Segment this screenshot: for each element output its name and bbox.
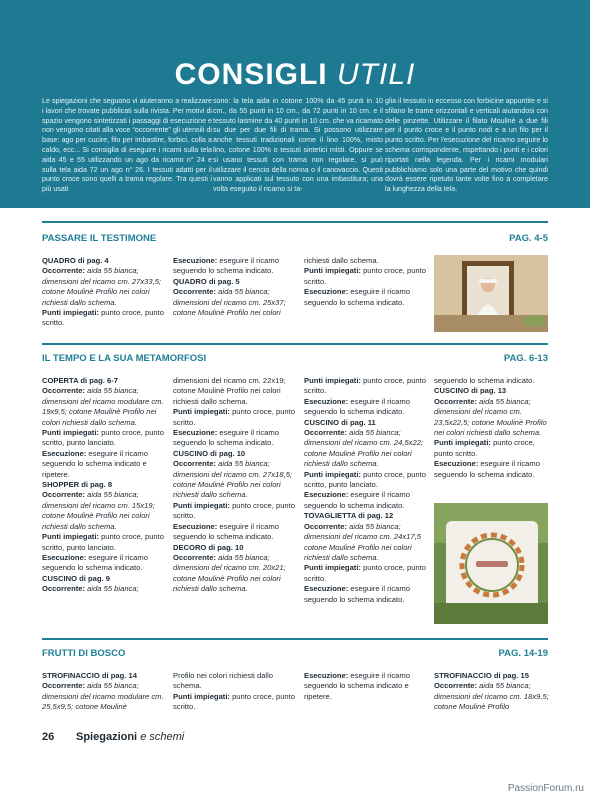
detail-value: punto croce, punto scritto, punto lanciato. <box>304 469 426 490</box>
continued-text: richiesti dallo schema. <box>304 256 379 265</box>
detail-value: eseguire il ricamo seguendo lo schema indicato. <box>304 584 410 604</box>
item-detail <box>173 553 295 595</box>
item-detail <box>304 376 426 397</box>
detail-label: Occorrente: <box>42 490 86 500</box>
continued-text: Profilo nei colori richiesti dallo schema. <box>173 671 274 691</box>
item-detail <box>304 470 426 491</box>
detail-value: punto croce, punto scritto. <box>173 691 295 712</box>
item-heading: CUSCINO di pag. 9 <box>42 573 110 583</box>
detail-value: punto croce, punto scritto. <box>304 266 426 286</box>
item-detail <box>304 490 426 511</box>
detail-value: eseguire il ricamo seguendo lo schema indicato. <box>304 287 410 307</box>
item-heading: CUSCINO di pag. 13 <box>434 386 507 396</box>
detail-value: punto croce, punto scritto. <box>434 438 535 458</box>
item-heading: STROFINACCIO di pag. 14 <box>42 671 137 680</box>
detail-value: aida 55 bianca; dimensioni del ricamo cm. 25x37; cotone Moulinè Profilo nei colori <box>173 287 286 318</box>
s2-col2 <box>173 671 295 713</box>
detail-label: Punti impiegati: <box>304 266 361 276</box>
item-detail <box>304 397 426 418</box>
page-number: 26 <box>42 731 55 743</box>
detail-value: punto croce, punto scritto. <box>42 308 164 328</box>
detail-label: Punti impiegati: <box>42 428 99 438</box>
item-detail <box>304 428 426 470</box>
item-detail <box>434 438 550 459</box>
detail-label: Punti impiegati: <box>42 308 99 318</box>
detail-value: aida 55 bianca; dimensioni del ricamo modulare cm. 25,5x9,5; cotone Moulinè <box>42 681 164 712</box>
item-detail <box>42 532 164 553</box>
detail-value: aida 55 bianca; dimensioni del ricamo cm. 18x9,5; cotone Moulinè Profilo <box>434 681 549 712</box>
s0-col3 <box>304 256 426 308</box>
s0-col1 <box>42 256 164 329</box>
detail-label: Occorrente: <box>304 428 348 438</box>
item-heading: QUADRO di pag. 4 <box>42 256 109 265</box>
detail-value: punto croce, punto scritto, punto lanciato. <box>42 428 164 448</box>
detail-label: Punti impiegati: <box>173 691 230 701</box>
item-detail <box>173 459 295 501</box>
detail-value: aida 55 bianca; dimensioni del ricamo cm. 24x17,5 cotone Moulinè Profilo nei colori richiesti dallo schema. <box>304 521 421 562</box>
item-detail <box>173 287 295 318</box>
detail-label: Punti impiegati: <box>434 438 491 448</box>
s2-col3 <box>304 671 426 702</box>
s0-col2 <box>173 256 295 318</box>
section-pages: PAG. 6-13 <box>503 353 548 364</box>
detail-value: punto croce, punto scritto, punto lanciato. <box>42 532 164 552</box>
item-detail <box>42 490 164 532</box>
detail-label: Punti impiegati: <box>173 407 230 417</box>
detail-label: Occorrente: <box>434 681 478 691</box>
detail-value: aida 55 bianca; dimensioni del ricamo cm. 23,5x22,5; cotone Moulinè Profilo nei colori richiesti dallo schema. <box>434 396 547 438</box>
item-detail <box>173 522 295 543</box>
continued-text: seguendo lo schema indicato. <box>434 376 535 385</box>
s1-col3 <box>304 376 426 605</box>
item-detail <box>42 386 164 428</box>
item-detail <box>42 428 164 449</box>
item-detail <box>42 266 164 308</box>
item-detail <box>42 449 164 480</box>
detail-label: Esecuzione: <box>434 459 479 469</box>
detail-value: aida 55 bianca; dimensioni del ricamo modulare cm. 19x9,5; cotone Moulinè Profilo nei colori richiesti dallo schema. <box>42 386 164 427</box>
detail-label: Esecuzione: <box>304 490 349 500</box>
detail-label: Esecuzione: <box>42 552 87 562</box>
detail-label: Esecuzione: <box>42 448 87 458</box>
item-detail <box>304 287 426 308</box>
detail-label: Occorrente: <box>434 396 478 406</box>
section-title: FRUTTI DI BOSCO <box>42 648 126 659</box>
item-detail <box>304 522 426 564</box>
detail-label: Occorrente: <box>173 287 217 297</box>
detail-value: aida 55 bianca; dimensioni del ricamo cm. 27x18,5; cotone Moulinè Profilo nei colori richiesti dallo schema. <box>173 459 293 500</box>
header-banner <box>0 0 590 208</box>
item-detail <box>42 584 164 594</box>
detail-value: punto croce, punto scritto. <box>173 407 295 427</box>
detail-label: Punti impiegati: <box>304 376 361 385</box>
detail-label: Occorrente: <box>173 552 217 562</box>
detail-value: aida 55 bianca; dimensioni del ricamo cm. 15x19; cotone Moulinè Profilo nei colori richiesti dallo schema. <box>42 490 155 531</box>
detail-value: eseguire il ricamo seguendo lo schema indicato. <box>173 521 279 542</box>
section-title: IL TEMPO E LA SUA METAMORFOSI <box>42 353 207 364</box>
item-detail <box>304 584 426 605</box>
detail-label: Occorrente: <box>42 386 86 396</box>
detail-value: eseguire il ricamo seguendo lo schema indicato. <box>304 396 410 417</box>
s1-col2 <box>173 376 295 595</box>
item-heading: SHOPPER di pag. 8 <box>42 480 113 490</box>
detail-value: eseguire il ricamo seguendo lo schema indicato. <box>434 459 540 479</box>
section-pages: PAG. 14-19 <box>498 648 548 659</box>
section-rule <box>42 221 548 223</box>
section-title: PASSARE IL TESTIMONE <box>42 233 157 244</box>
s2-col4 <box>434 671 550 713</box>
detail-label: Esecuzione: <box>173 428 218 438</box>
detail-value: aida 55 bianca; dimensioni del ricamo cm. 27x33,5; cotone Moulinè Profilo nei colori richiesti dallo schema. <box>42 266 162 307</box>
item-heading: COPERTA di pag. 6-7 <box>42 376 118 385</box>
s2-col1 <box>42 671 164 713</box>
item-detail <box>434 681 550 712</box>
item-heading: CUSCINO di pag. 10 <box>173 448 246 458</box>
detail-value: aida 55 bianca; dimensioni del ricamo cm. 20x21; cotone Moulinè Profilo nei colori richiesti dallo schema. <box>173 552 286 594</box>
detail-value: aida 55 bianca; dimensioni del ricamo cm. 24,5x22; cotone Moulinè Profilo nei colori richiesti dallo schema. <box>304 428 424 469</box>
intro-column-1: Le spiegazioni che seguono vi aiuteranno a realizzare i lavori che trovate pubblicati sulla rivista. Per motivi di spazio vengono sintetizzati i passaggi di esecuzione e non vengono citati alla voce “occorrente” gli utensili di base: ago per cucire, filo per imbastire, forbici, colla a caldo, ecc... Si consiglia di eseguire i ricami sulla tela aida 45 e 55 utilizzando un ago da ricamo n° 24 e sulla tela aida 72 un ago n° 26. I tessuti adatti per il punto croce sono quelli a trama regolare. Tra questi i più usati <box>42 97 212 194</box>
detail-value: eseguire il ricamo seguendo lo schema indicato. <box>304 490 410 510</box>
detail-label: Occorrente: <box>42 584 86 594</box>
detail-label: Esecuzione: <box>304 584 349 594</box>
detail-value: punto croce, punto scritto. <box>173 500 295 521</box>
item-detail <box>304 671 426 702</box>
item-detail <box>173 256 295 277</box>
item-detail <box>173 692 295 713</box>
page-title <box>0 58 590 92</box>
detail-label: Occorrente: <box>173 459 217 469</box>
s1-col4 <box>434 376 550 480</box>
s1-col1 <box>42 376 164 595</box>
detail-value: eseguire il ricamo seguendo lo schema indicato e ripetere. <box>304 671 410 701</box>
detail-label: Occorrente: <box>42 266 86 276</box>
item-detail <box>42 681 164 712</box>
item-heading: CUSCINO di pag. 11 <box>304 417 376 427</box>
detail-label: Occorrente: <box>304 521 348 531</box>
item-heading: STROFINACCIO di pag. 15 <box>434 671 529 680</box>
detail-value: eseguire il ricamo seguendo lo schema indicato. <box>173 256 279 276</box>
detail-value: eseguire il ricamo seguendo lo schema indicato. <box>42 552 148 573</box>
footer-label-italic: e schemi <box>140 731 185 743</box>
item-detail <box>304 266 426 287</box>
detail-value: eseguire il ricamo seguendo lo schema indicato e ripetere. <box>42 448 148 479</box>
item-detail <box>434 397 550 439</box>
item-detail <box>173 428 295 449</box>
detail-value: punto croce, punto scritto. <box>304 563 426 583</box>
detail-label: Esecuzione: <box>304 396 349 406</box>
detail-value: eseguire il ricamo seguendo lo schema indicato. <box>173 428 279 448</box>
item-detail <box>434 459 550 480</box>
title-main: CONSIGLI <box>174 58 328 91</box>
detail-label: Esecuzione: <box>173 521 218 531</box>
section-rule <box>42 343 548 345</box>
item-detail <box>42 308 164 329</box>
detail-label: Punti impiegati: <box>42 532 99 542</box>
item-heading: QUADRO di pag. 5 <box>173 276 240 286</box>
footer-label <box>76 731 184 743</box>
intro-column-2: sono: la tela aida in cotone 100% da 45 punti in 10 cm., da 55 punti in 10 cm., da 72 punti in 10 cm. e il tessuto lasmine da 40 punti in 10 cm. che va ricamato su due per due fili di trama. Si possono utilizzare anche tessuti tradizionali come il lino 100%, misto lino, cotone 100% o tessuti sintetici misti. Oppure se si usano tessuti con trama non regolare, si può utilizzare il cencio della nonna o il canovaccio. Questi vanno applicati sul tessuto con una imbastitura; una volta eseguito il ricamo si ta- <box>213 97 383 194</box>
title-italic: UTILI <box>337 58 416 91</box>
footer-label-main: Spiegazioni <box>76 731 138 743</box>
watermark: PassionForum.ru <box>507 783 584 794</box>
detail-value: aida 55 bianca; <box>85 584 139 594</box>
detail-label: Esecuzione: <box>173 256 218 265</box>
item-heading: DECORO di pag. 10 <box>173 542 244 552</box>
detail-label: Punti impiegati: <box>304 563 361 573</box>
detail-label: Punti impiegati: <box>173 500 230 510</box>
continued-text: dimensioni del ricamo cm. 22x19; cotone Moulinè Profilo nei colori richiesti dallo schema. <box>173 376 286 406</box>
item-heading: TOVAGLIETTA di pag. 12 <box>304 511 394 521</box>
detail-label: Occorrente: <box>42 681 86 691</box>
detail-label: Esecuzione: <box>304 671 349 680</box>
item-detail <box>42 553 164 574</box>
detail-label: Esecuzione: <box>304 287 349 297</box>
detail-value: punto croce, punto scritto. <box>304 376 426 396</box>
intro-column-3: glia il tessuto in eccesso con forbicine appuntite e si sfilano le trame orizzontali e verticali aiutandosi con delle pinzette. Utilizzare il filato Moulinè a due fili per il punto croce e il punto nodi e a un filo per il punto scritto. Per l'esecuzione del ricamo seguire lo schema corrispondente, rispettando i punti e i colori riportati nella legenda. Per i ricami modulari pubblichiamo solo una parte del motivo che quindi dovrà essere ripetuto tante volte fino a completare la lunghezza della tela. <box>385 97 548 194</box>
cushion-photo <box>434 503 548 624</box>
detail-label: Punti impiegati: <box>304 469 361 479</box>
section-rule <box>42 638 548 640</box>
section-pages: PAG. 4-5 <box>509 233 548 244</box>
framed-portrait-photo <box>434 255 548 332</box>
item-detail <box>304 563 426 584</box>
item-detail <box>173 501 295 522</box>
item-detail <box>173 407 295 428</box>
